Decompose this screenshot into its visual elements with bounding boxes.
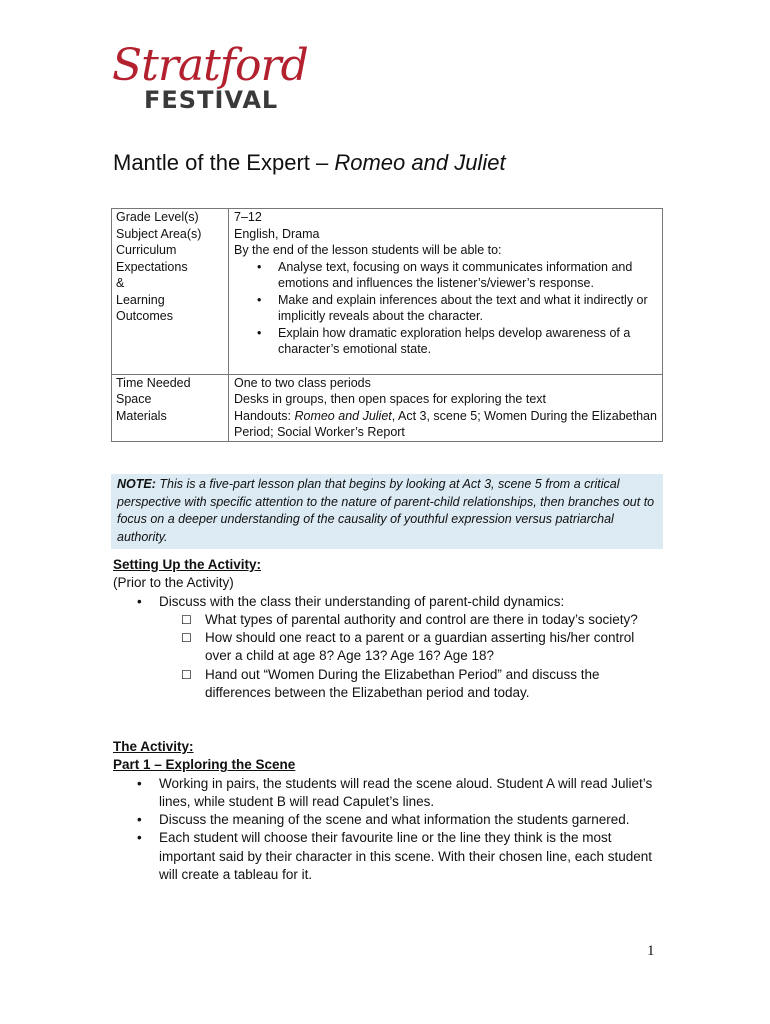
expectations-label-text: Expectations (116, 259, 188, 274)
subject-value-text: English, Drama (234, 226, 320, 241)
page-number: 1 (647, 943, 655, 959)
time-label: Time Needed (116, 375, 191, 390)
activity-heading: The Activity: (113, 739, 194, 754)
logo-word: FESTIVAL (144, 86, 279, 114)
logistics-labels (112, 374, 229, 441)
outcomes-list (234, 259, 658, 358)
list-item: • Analyse text, focusing on ways it communicates information and emotions and influences the listener’s/viewer’s response. (278, 259, 658, 292)
title-play: Romeo and Juliet (334, 150, 506, 175)
note-box (111, 474, 663, 549)
grade-label (112, 209, 229, 375)
list-item: ☐ Hand out “Women During the Elizabethan Period” and discuss the differences between the Elizabethan period and today. (205, 666, 663, 703)
list-item: • Make and explain inferences about the text and what it indirectly or implicitly reveals about the character. (278, 292, 658, 325)
materials-rest: , Act 3, scene 5; Women During the Elizabethan Period; Social Worker’s Report (234, 408, 657, 439)
setup-bullet-text: Discuss with the class their understanding of parent-child dynamics: (159, 593, 565, 609)
list-item: • Each student will choose their favourite line or the line they think is the most important said by their character in this scene. With their chosen line, each student will create a tableau for it. (159, 829, 663, 884)
setup-subheading: (Prior to the Activity) (113, 575, 234, 591)
title-main: Mantle of the Expert – (113, 150, 335, 175)
table-row (112, 209, 663, 375)
stratford-festival-logo (110, 40, 308, 120)
materials-prefix: Handouts: (234, 408, 295, 423)
lesson-info-table (111, 208, 663, 442)
setup-heading: Setting Up the Activity: (113, 557, 262, 572)
activity-list (113, 775, 663, 885)
subject-label-text: Subject Area(s) (116, 226, 202, 241)
grade-label-text: Grade Level(s) (116, 210, 199, 224)
setup-section (113, 556, 663, 702)
list-item: • Explain how dramatic exploration helps develop awareness of a character’s emotional state. (278, 325, 658, 358)
grade-value-text: 7–12 (234, 210, 262, 224)
outcomes-intro: By the end of the lesson students will be able to: (234, 243, 502, 257)
materials-label: Materials (116, 408, 167, 423)
page-title (113, 150, 506, 176)
learning-label-text: Learning (116, 292, 165, 307)
list-item (159, 593, 663, 703)
space-label: Space (116, 392, 152, 406)
activity-part-heading: Part 1 – Exploring the Scene (113, 757, 296, 773)
list-item: • Discuss the meaning of the scene and what information the students garnered. (159, 811, 663, 829)
curriculum-label-text: Curriculum (116, 243, 177, 257)
setup-sublist (159, 611, 663, 702)
grade-value (229, 209, 663, 375)
table-row (112, 374, 663, 441)
list-item: ☐ What types of parental authority and control are there in today’s society? (205, 611, 663, 629)
ampersand-label-text: & (116, 276, 125, 290)
note-text: This is a five-part lesson plan that begins by looking at Act 3, scene 5 from a critical perspective with specific attention to the nature of parent-child relationships, then branches out to focus on a deeper understanding of the causality of youthful expression versus patriarchal authority. (117, 477, 655, 544)
activity-section (113, 738, 663, 884)
list-item: ☐ How should one react to a parent or a guardian asserting his/her control over a child at age 8? Age 13? Age 16? Age 18? (205, 629, 663, 666)
materials-value (234, 408, 658, 441)
materials-play: Romeo and Juliet (294, 408, 392, 423)
setup-list (113, 593, 663, 703)
logistics-values (229, 374, 663, 441)
list-item: • Working in pairs, the students will read the scene aloud. Student A will read Juliet’s lines, while student B will read Capulet’s lines. (159, 775, 663, 812)
outcomes-label-text: Outcomes (116, 309, 173, 323)
time-value: One to two class periods (234, 375, 371, 390)
logo-script: Stratford (112, 40, 308, 91)
note-label: NOTE: (117, 477, 156, 491)
space-value: Desks in groups, then open spaces for exploring the text (234, 392, 546, 406)
